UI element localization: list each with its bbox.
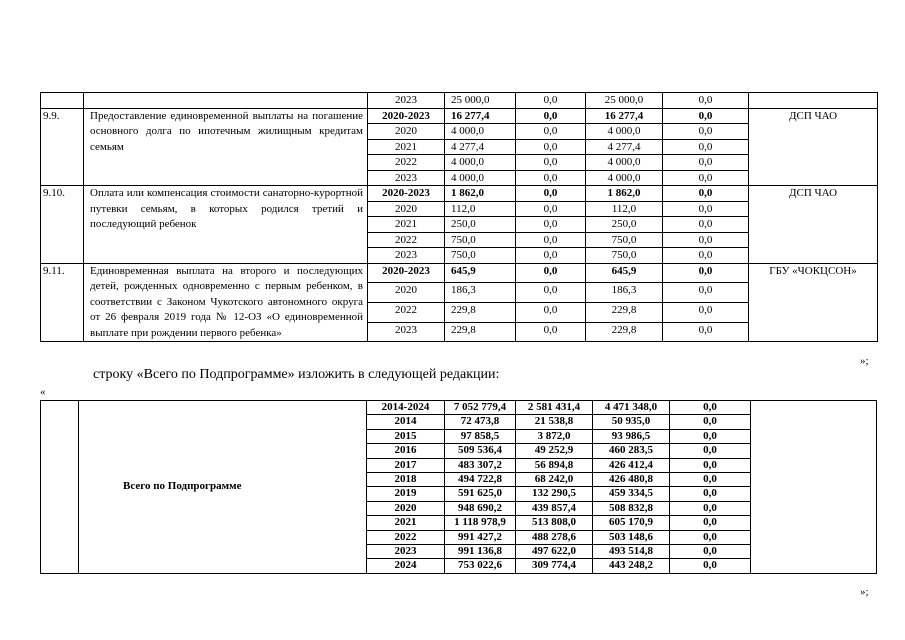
item-description: Единовременная выплата на второго и последующих детей, рожденных одновременно с первым ребенком, в соответствии с Законом Чукотского автономного округа от 26 февраля 2019 года № 12-ОЗ «О единовременной выплате при рождении первого ребенка»: [84, 263, 368, 342]
reg-cell: 4 000,0: [586, 170, 663, 186]
loc-cell: 0,0: [663, 217, 749, 233]
loc-cell: 0,0: [663, 302, 749, 322]
loc-cell: 0,0: [670, 501, 751, 515]
reg-cell: 443 248,2: [593, 559, 670, 573]
reg-cell: 4 000,0: [586, 124, 663, 140]
loc-cell: 0,0: [670, 429, 751, 443]
reg-cell: 229,8: [586, 322, 663, 342]
total-cell: 186,3: [445, 283, 516, 303]
year-cell: 2023: [368, 93, 445, 109]
reg-cell: 186,3: [586, 283, 663, 303]
year-cell: 2020-2023: [368, 186, 445, 202]
fed-cell: 68 242,0: [516, 473, 593, 487]
year-cell: 2020-2023: [368, 108, 445, 124]
reg-cell: 605 170,9: [593, 516, 670, 530]
executor-cell: ДСП ЧАО: [749, 186, 878, 264]
loc-cell: 0,0: [663, 248, 749, 264]
fed-cell: 0,0: [516, 283, 586, 303]
fed-cell: 0,0: [516, 232, 586, 248]
loc-cell: 0,0: [663, 108, 749, 124]
reg-cell: 1 862,0: [586, 186, 663, 202]
year-cell: 2022: [367, 530, 445, 544]
fed-cell: 21 538,8: [516, 415, 593, 429]
total-cell: 991 136,8: [445, 545, 516, 559]
reg-cell: 750,0: [586, 248, 663, 264]
loc-cell: 0,0: [663, 139, 749, 155]
year-cell: 2022: [368, 232, 445, 248]
fed-cell: 0,0: [516, 186, 586, 202]
fed-cell: 0,0: [516, 108, 586, 124]
total-cell: 494 722,8: [445, 473, 516, 487]
num-cell: [41, 93, 84, 109]
item-number: 9.10.: [41, 186, 84, 264]
fed-cell: 49 252,9: [516, 444, 593, 458]
total-cell: 4 000,0: [445, 155, 516, 171]
loc-cell: 0,0: [663, 170, 749, 186]
fed-cell: 513 808,0: [516, 516, 593, 530]
year-cell: 2024: [367, 559, 445, 573]
loc-cell: 0,0: [670, 516, 751, 530]
year-cell: 2021: [367, 516, 445, 530]
reg-cell: 4 277,4: [586, 139, 663, 155]
empty-cell: [41, 401, 79, 574]
year-cell: 2020: [368, 124, 445, 140]
total-cell: 4 277,4: [445, 139, 516, 155]
reg-cell: 93 986,5: [593, 429, 670, 443]
year-cell: 2023: [368, 170, 445, 186]
loc-cell: 0,0: [670, 458, 751, 472]
reg-cell: 493 514,8: [593, 545, 670, 559]
item-description: Предоставление единовременной выплаты на погашение основного долга по ипотечным жилищным кредитам семьям: [84, 108, 368, 186]
fed-cell: 497 622,0: [516, 545, 593, 559]
year-cell: 2015: [367, 429, 445, 443]
reg-cell: 750,0: [586, 232, 663, 248]
fed-cell: 2 581 431,4: [516, 401, 593, 415]
total-cell: 509 536,4: [445, 444, 516, 458]
empty-cell: [751, 401, 877, 574]
item-description: Оплата или компенсация стоимости санаторно-курортной путевки семьям, в которых родился третий и последующий ребенок: [84, 186, 368, 264]
total-cell: 4 000,0: [445, 124, 516, 140]
reg-cell: 25 000,0: [586, 93, 663, 109]
total-cell: 750,0: [445, 248, 516, 264]
desc-cell: [84, 93, 368, 109]
table-row: [41, 186, 878, 202]
total-cell: 72 473,8: [445, 415, 516, 429]
fed-cell: 0,0: [516, 248, 586, 264]
total-cell: 753 022,6: [445, 559, 516, 573]
fed-cell: 439 857,4: [516, 501, 593, 515]
loc-cell: 0,0: [663, 322, 749, 342]
reg-cell: 426 480,8: [593, 473, 670, 487]
table-row: [41, 93, 878, 109]
total-cell: 16 277,4: [445, 108, 516, 124]
table-row: [41, 263, 878, 283]
year-cell: 2020-2023: [368, 263, 445, 283]
total-cell: 229,8: [445, 302, 516, 322]
loc-cell: 0,0: [670, 559, 751, 573]
fed-cell: 309 774,4: [516, 559, 593, 573]
total-cell: 250,0: [445, 217, 516, 233]
fed-cell: 0,0: [516, 201, 586, 217]
loc-cell: 0,0: [663, 283, 749, 303]
fed-cell: 56 894,8: [516, 458, 593, 472]
total-cell: 97 858,5: [445, 429, 516, 443]
open-quote: «: [40, 386, 46, 398]
total-cell: 591 625,0: [445, 487, 516, 501]
year-cell: 2022: [368, 155, 445, 171]
close-quote: »;: [860, 355, 869, 367]
fed-cell: 0,0: [516, 263, 586, 283]
fed-cell: 0,0: [516, 322, 586, 342]
reg-cell: 112,0: [586, 201, 663, 217]
year-cell: 2021: [368, 139, 445, 155]
year-cell: 2014: [367, 415, 445, 429]
loc-cell: 0,0: [670, 487, 751, 501]
reg-cell: 250,0: [586, 217, 663, 233]
total-label: Всего по Подпрограмме: [79, 401, 367, 574]
fed-cell: 0,0: [516, 217, 586, 233]
reg-cell: 16 277,4: [586, 108, 663, 124]
item-number: 9.11.: [41, 263, 84, 342]
fed-cell: 488 278,6: [516, 530, 593, 544]
year-cell: 2018: [367, 473, 445, 487]
loc-cell: 0,0: [663, 201, 749, 217]
reg-cell: 460 283,5: [593, 444, 670, 458]
year-cell: 2020: [368, 283, 445, 303]
reg-cell: 4 000,0: [586, 155, 663, 171]
reg-cell: 503 148,6: [593, 530, 670, 544]
instruction-text: строку «Всего по Подпрограмме» изложить в следующей редакции:: [93, 367, 500, 382]
fed-cell: 0,0: [516, 155, 586, 171]
executor-cell: ГБУ «ЧОКЦСОН»: [749, 263, 878, 342]
year-cell: 2023: [368, 248, 445, 264]
subprogram-total-table: [40, 400, 877, 574]
fed-cell: 0,0: [516, 302, 586, 322]
loc-cell: 0,0: [670, 473, 751, 487]
total-cell: 750,0: [445, 232, 516, 248]
year-cell: 2019: [367, 487, 445, 501]
close-quote: »;: [860, 586, 869, 598]
year-cell: 2023: [367, 545, 445, 559]
loc-cell: 0,0: [663, 263, 749, 283]
year-cell: 2016: [367, 444, 445, 458]
loc-cell: 0,0: [670, 530, 751, 544]
reg-cell: 426 412,4: [593, 458, 670, 472]
total-cell: 7 052 779,4: [445, 401, 516, 415]
loc-cell: 0,0: [663, 124, 749, 140]
total-cell: 112,0: [445, 201, 516, 217]
fed-cell: 0,0: [516, 170, 586, 186]
executor-cell: ДСП ЧАО: [749, 108, 878, 186]
table-row: [41, 108, 878, 124]
fed-cell: 3 872,0: [516, 429, 593, 443]
year-cell: 2017: [367, 458, 445, 472]
total-cell: 1 862,0: [445, 186, 516, 202]
reg-cell: 645,9: [586, 263, 663, 283]
year-cell: 2020: [368, 201, 445, 217]
loc-cell: 0,0: [670, 444, 751, 458]
total-cell: 645,9: [445, 263, 516, 283]
loc-cell: 0,0: [663, 93, 749, 109]
fed-cell: 132 290,5: [516, 487, 593, 501]
loc-cell: 0,0: [670, 401, 751, 415]
year-cell: 2021: [368, 217, 445, 233]
reg-cell: 229,8: [586, 302, 663, 322]
table-row: [41, 401, 877, 415]
total-cell: 25 000,0: [445, 93, 516, 109]
reg-cell: 4 471 348,0: [593, 401, 670, 415]
subprogram-activities-table: [40, 92, 878, 342]
total-cell: 229,8: [445, 322, 516, 342]
total-cell: 991 427,2: [445, 530, 516, 544]
total-cell: 1 118 978,9: [445, 516, 516, 530]
loc-cell: 0,0: [670, 415, 751, 429]
reg-cell: 508 832,8: [593, 501, 670, 515]
total-cell: 4 000,0: [445, 170, 516, 186]
loc-cell: 0,0: [663, 155, 749, 171]
total-cell: 483 307,2: [445, 458, 516, 472]
reg-cell: 459 334,5: [593, 487, 670, 501]
reg-cell: 50 935,0: [593, 415, 670, 429]
executor-cell: [749, 93, 878, 109]
year-cell: 2022: [368, 302, 445, 322]
year-cell: 2023: [368, 322, 445, 342]
loc-cell: 0,0: [663, 232, 749, 248]
loc-cell: 0,0: [663, 186, 749, 202]
fed-cell: 0,0: [516, 93, 586, 109]
item-number: 9.9.: [41, 108, 84, 186]
year-cell: 2020: [367, 501, 445, 515]
fed-cell: 0,0: [516, 124, 586, 140]
year-cell: 2014-2024: [367, 401, 445, 415]
loc-cell: 0,0: [670, 545, 751, 559]
total-cell: 948 690,2: [445, 501, 516, 515]
fed-cell: 0,0: [516, 139, 586, 155]
